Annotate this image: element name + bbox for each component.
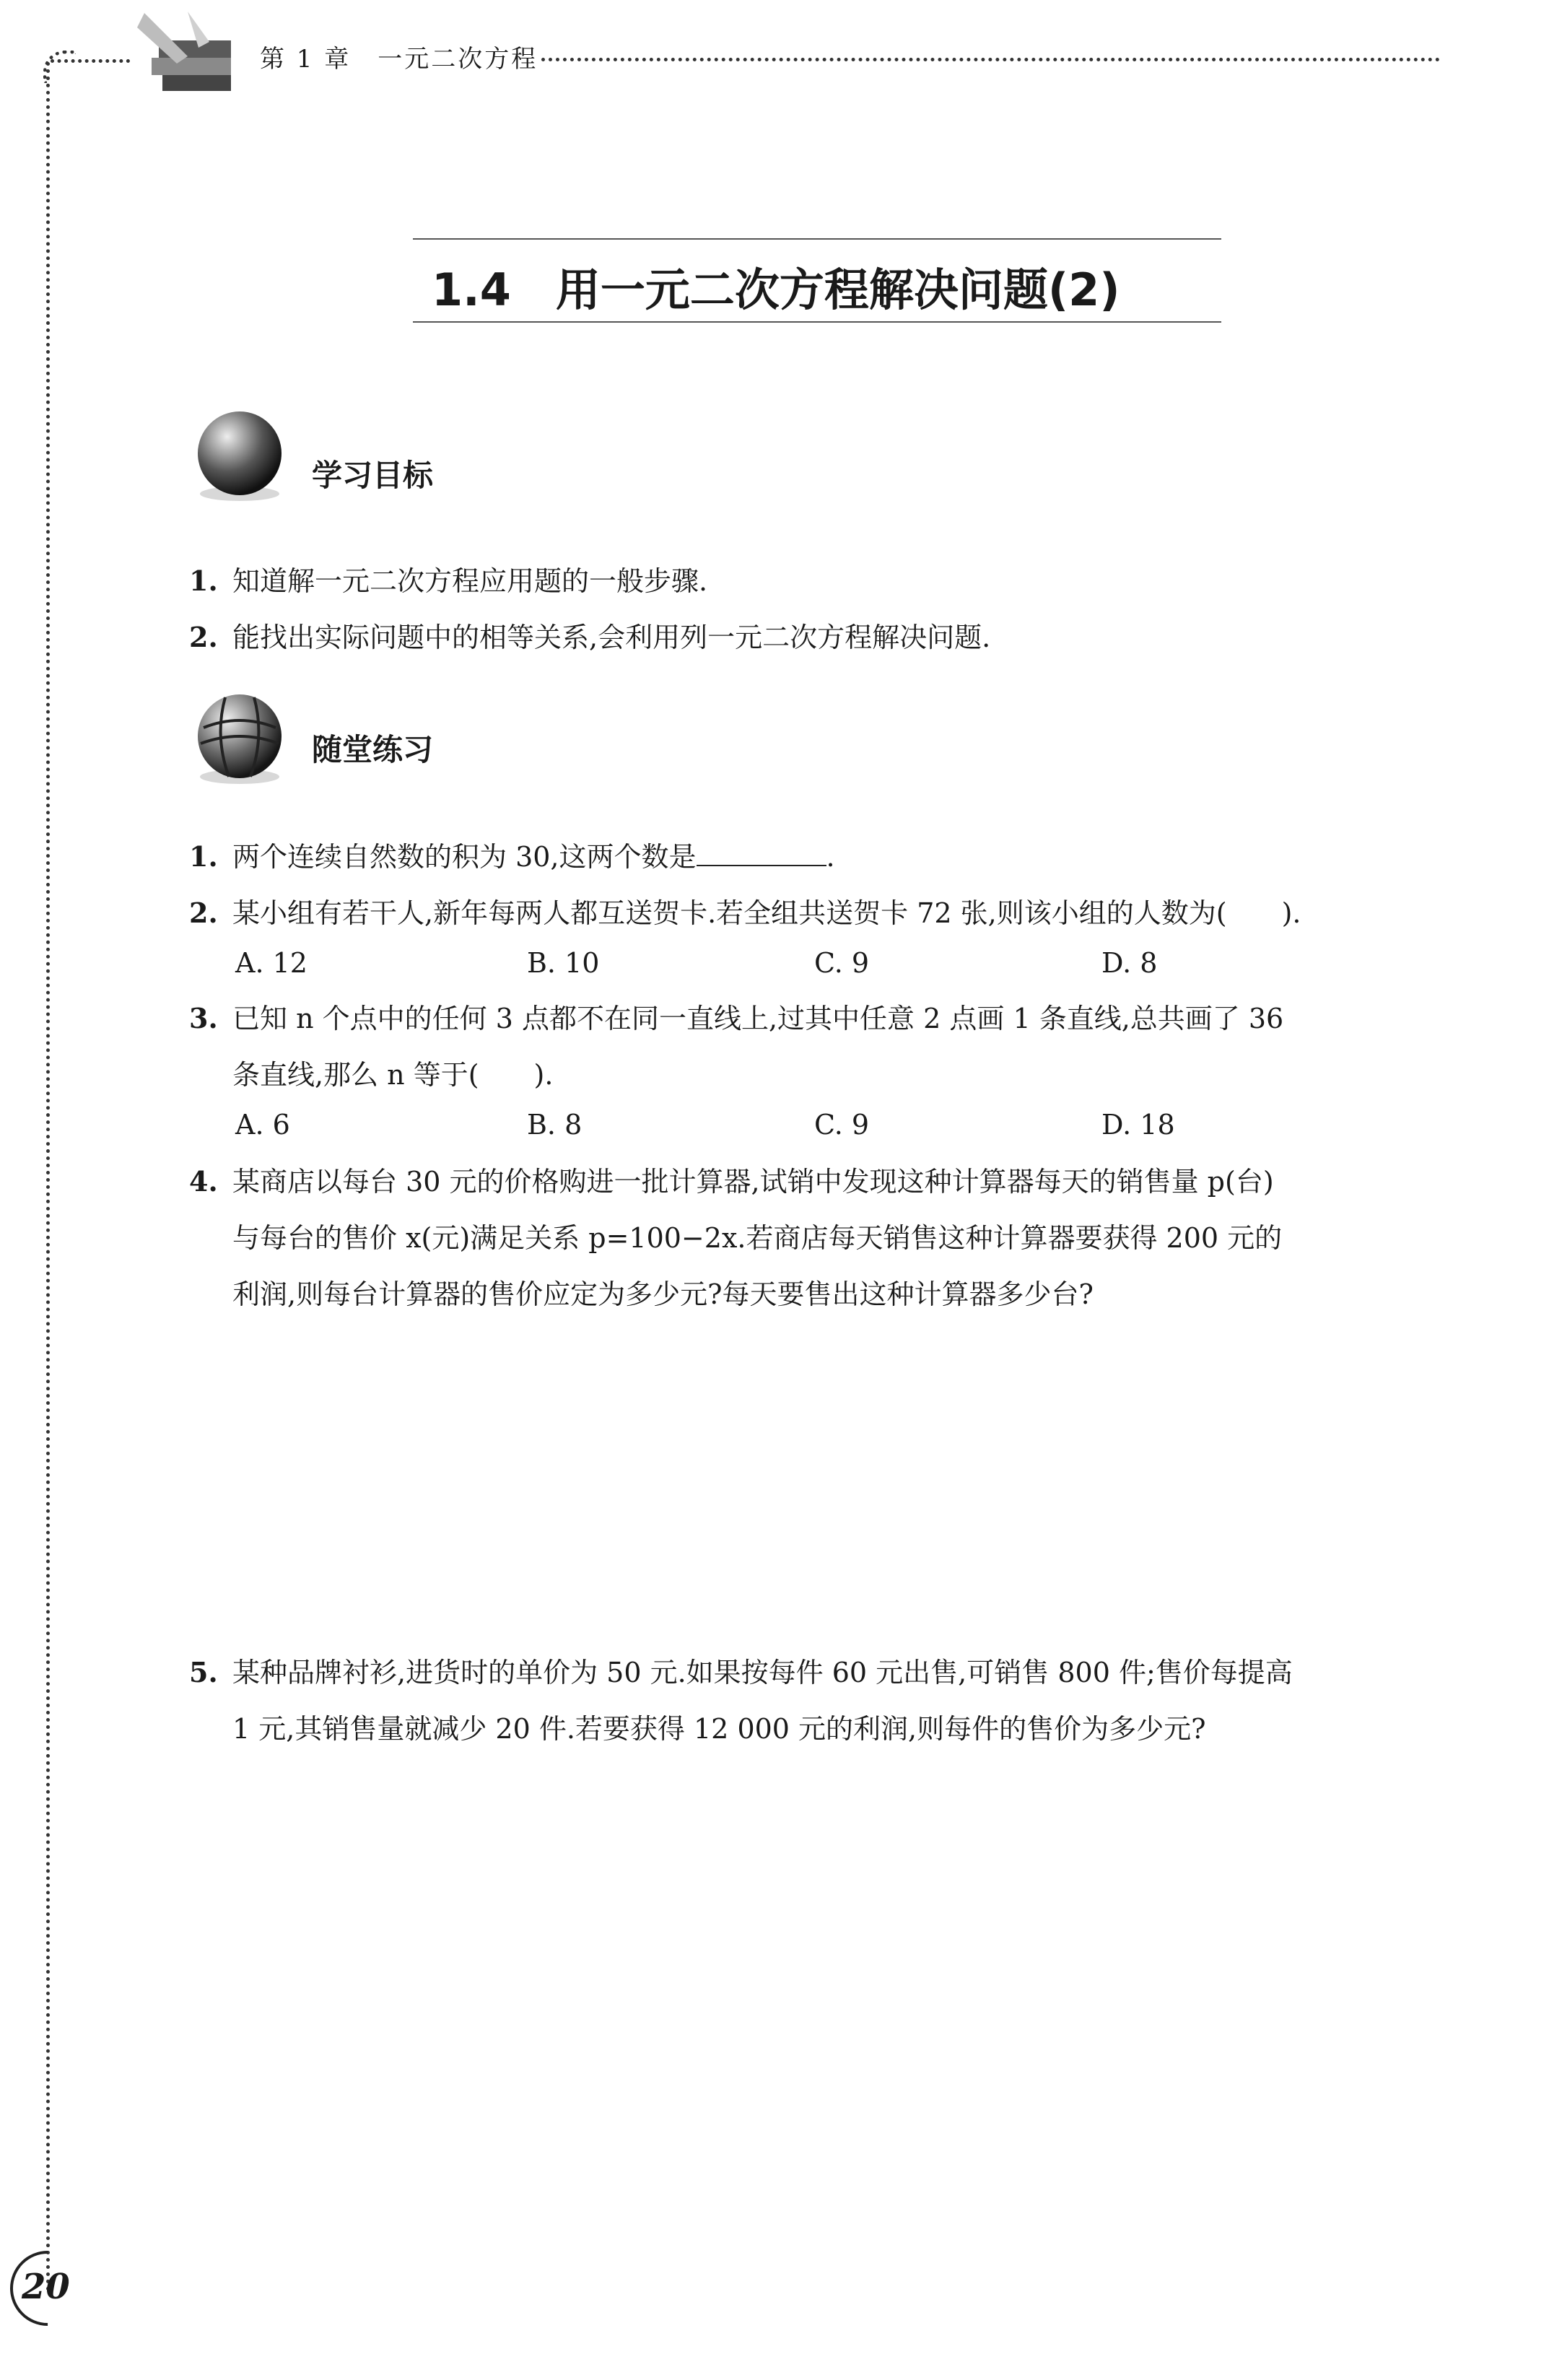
question-text-line: 利润,则每台计算器的售价应定为多少元?每天要售出这种计算器多少台? [232, 1278, 1094, 1310]
question-3 [189, 990, 1283, 1047]
option-d: D. 18 [1101, 1109, 1175, 1141]
option-a: A. 12 [235, 947, 307, 979]
question-text-line: 某种品牌衬衫,进货时的单价为 50 元.如果按每件 60 元出售,可销售 800 件;售价每提高 [232, 1657, 1293, 1688]
option-c: C. 9 [814, 947, 870, 979]
question-text-line: 1 元,其销售量就减少 20 件.若要获得 12 000 元的利润,则每件的售价为多少元? [232, 1713, 1206, 1745]
option-b: B. 10 [527, 947, 600, 979]
goal-item-number: 2. [189, 621, 218, 653]
question-end: . [826, 841, 835, 873]
practice-heading: 随堂练习 [312, 732, 434, 767]
question-text-line: 与每台的售价 x(元)满足关系 p=100−2x.若商店每天销售这种计算器要获得 200 元的 [232, 1222, 1283, 1254]
goals-sphere-icon [189, 409, 290, 513]
option-a: A. 6 [235, 1109, 290, 1141]
question-number: 5. [189, 1656, 218, 1688]
chapter-header: 第 1 章 一元二次方程 [260, 45, 538, 74]
question-1 [189, 829, 835, 885]
goals-heading: 学习目标 [312, 458, 434, 493]
question-text: 两个连续自然数的积为 30,这两个数是 [232, 841, 697, 873]
option-b: B. 8 [527, 1109, 583, 1141]
header-corner-curve [43, 51, 76, 83]
question-number: 1. [189, 840, 218, 873]
question-text: 某小组有若干人,新年每两人都互送贺卡.若全组共送贺卡 72 张,则该小组的人数为( ). [232, 897, 1301, 929]
goal-item-number: 1. [189, 565, 218, 597]
question-text-line: 已知 n 个点中的任何 3 点都不在同一直线上,过其中任意 2 点画 1 条直线,总共画了 36 [232, 1003, 1284, 1034]
goal-item-text: 知道解一元二次方程应用题的一般步骤. [232, 565, 708, 597]
section-title: 1.4 用一元二次方程解决问题(2) [432, 263, 1120, 316]
practice-globe-icon [189, 692, 290, 795]
title-bottom-rule [413, 321, 1221, 323]
answer-blank[interactable] [697, 843, 826, 866]
question-text-line: 某商店以每台 30 元的价格购进一批计算器,试销中发现这种计算器每天的销售量 p(台) [232, 1166, 1274, 1198]
header-book-icon [123, 6, 245, 100]
question-text-line: 条直线,那么 n 等于( ). [232, 1059, 554, 1091]
question-2 [189, 885, 1301, 941]
question-number: 3. [189, 1002, 218, 1034]
title-top-rule [413, 238, 1221, 240]
goal-item-text: 能找出实际问题中的相等关系,会利用列一元二次方程解决问题. [232, 622, 991, 653]
question-number: 4. [189, 1165, 218, 1198]
option-d: D. 8 [1101, 947, 1158, 979]
page-number: 20 [22, 2267, 70, 2307]
question-5 [189, 1644, 1293, 1701]
question-number: 2. [189, 897, 218, 929]
header-dotted-rule-right [541, 58, 1440, 61]
left-dotted-border [46, 62, 50, 2293]
question-4 [189, 1154, 1274, 1210]
option-c: C. 9 [814, 1109, 870, 1141]
goal-item [189, 609, 990, 666]
goal-item [189, 553, 707, 609]
